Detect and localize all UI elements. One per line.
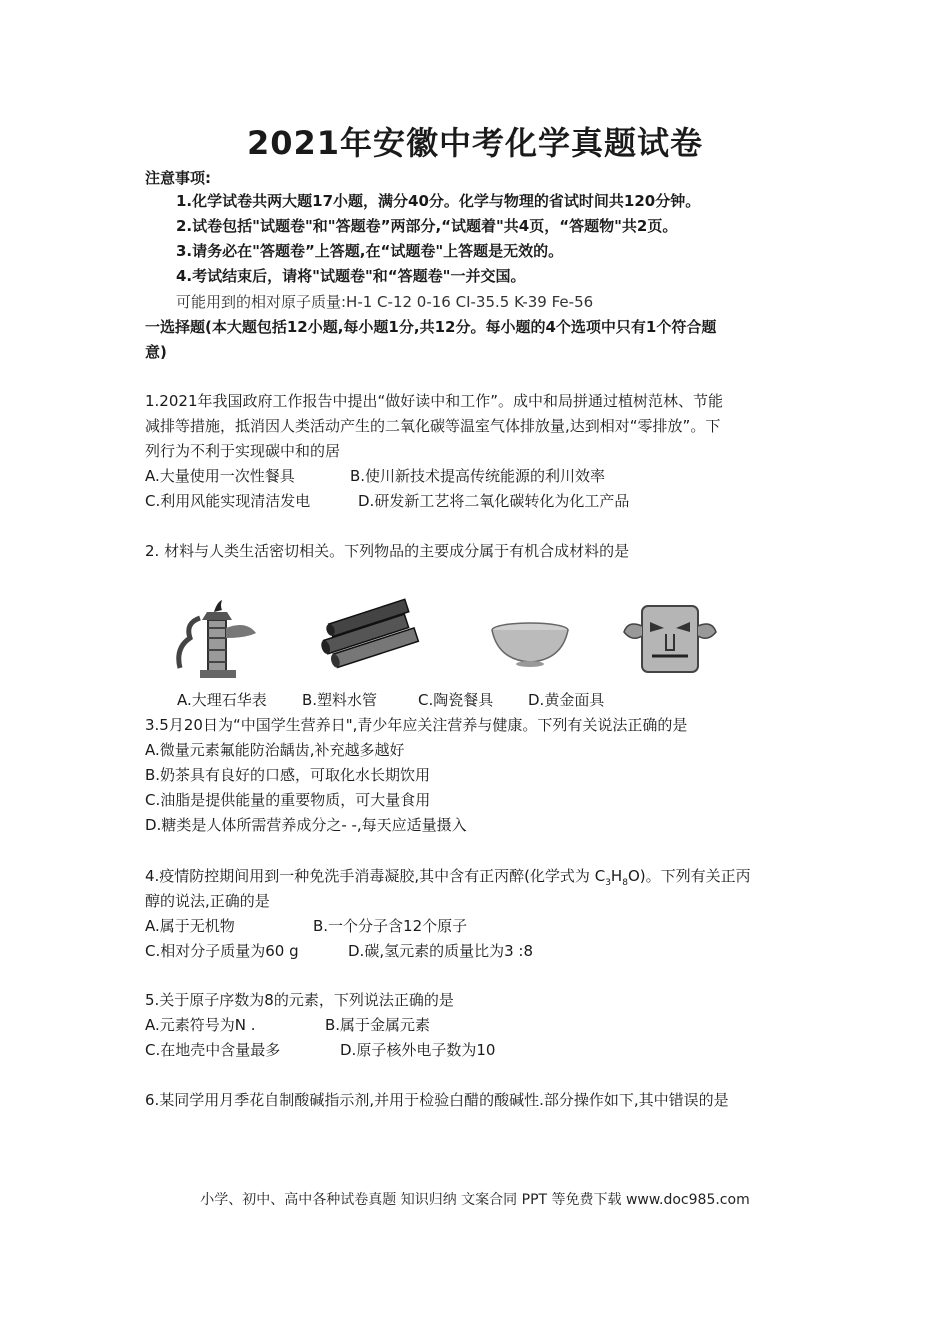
page-title: 2021年安徽中考化学真题试卷 — [246, 124, 704, 162]
q3-option-b: B.奶茶具有良好的口感，可取化水长期饮用 — [145, 766, 431, 784]
ceramic-bowl-image — [488, 598, 573, 678]
q4-option-c: C.相对分子质量为60 g — [145, 942, 299, 960]
q1-option-c: C.利用风能实现清洁发电 — [145, 492, 311, 510]
q3-option-d: D.糖类是人体所需营养成分之- -,每天应适量摄入 — [145, 816, 467, 834]
q2-option-b: B.塑料水管 — [302, 691, 378, 709]
q5-stem: 5.关于原子序数为8的元素，下列说法正确的是 — [145, 991, 454, 1009]
q1-stem-line2: 减排等措施，抵消因人类活动产生的二氧化碳等温室气体排放量,达到相对“零排放”。下 — [145, 417, 721, 435]
q2-option-d: D.黄金面具 — [528, 691, 605, 709]
q4-option-d: D.碳,氢元素的质量比为3 :8 — [348, 942, 533, 960]
q4-stem-line1: 4.疫情防控期间用到一种免洗手消毒凝胶,其中含有正丙醉(化学式为 $C_3H_8O$)。下列有关正丙 — [145, 867, 751, 888]
marble-huabiao-image — [170, 598, 270, 678]
q5-option-b: B.属于金属元素 — [325, 1016, 431, 1034]
q4-stem-line2: 醇的说法,正确的是 — [145, 892, 270, 910]
notice-item-1: 1.化学试卷共两大题17小题，满分40分。化学与物理的省试时间共120分钟。 — [176, 192, 701, 210]
q4-option-b: B.一个分子含12个原子 — [313, 917, 468, 935]
section-heading-line2: 意) — [145, 343, 167, 361]
q6-stem: 6.某同学用月季花自制酸碱指示剂,并用于检验白醋的酸碱性.部分操作如下,其中错误的是 — [145, 1091, 729, 1109]
q1-stem-line1: 1.2021年我国政府工作报告中提出“做好读中和工作”。成中和局拼通过植树范林、节能 — [145, 392, 724, 410]
q3-option-a: A.微量元素氟能防治龋齿,补充越多越好 — [145, 741, 405, 759]
plastic-pipes-image — [320, 598, 420, 678]
gold-mask-image — [620, 598, 720, 678]
notice-item-2: 2.试卷包括"试题卷"和"答题卷”两部分,“试题着"共4页，“答题物"共2页。 — [176, 217, 678, 235]
notice-heading: 注意事项: — [145, 169, 211, 187]
section-heading-line1: 一选择题(本大题包括12小题,每小题1分,共12分。每小题的4个选项中只有1个符合题 — [145, 318, 717, 336]
q4-option-a: A.属于无机物 — [145, 917, 235, 935]
q2-option-c: C.陶瓷餐具 — [418, 691, 494, 709]
notice-item-3: 3.请务必在"答题卷”上答题,在“试题卷"上答题是无效的。 — [176, 242, 564, 260]
atomic-mass-note: 可能用到的相对原子质量:H-1 C-12 0-16 CI-35.5 K-39 Fe-56 — [176, 293, 594, 311]
q1-stem-line3: 列行为不利于实现碳中和的居 — [145, 442, 341, 460]
page-footer: 小学、初中、高中各种试卷真题 知识归纳 文案合同 PPT 等免费下载 www.doc985.com — [200, 1192, 750, 1208]
q3-option-c: C.油脂是提供能量的重要物质，可大量食用 — [145, 791, 431, 809]
q2-stem: 2. 材料与人类生活密切相关。下列物品的主要成分属于有机合成材料的是 — [145, 542, 630, 560]
q5-option-a: A.元素符号为N . — [145, 1016, 256, 1034]
q3-stem: 3.5月20日为“中国学生营养日",青少年应关注营养与健康。下列有关说法正确的是 — [145, 716, 688, 734]
q5-option-d: D.原子核外电子数为10 — [340, 1041, 496, 1059]
q1-option-d: D.研发新工艺将二氧化碳转化为化工产品 — [358, 492, 630, 510]
q1-option-b: B.使川新技术提高传统能源的利川效率 — [350, 467, 606, 485]
q1-option-a: A.大量使用一次性餐具 — [145, 467, 295, 485]
q5-option-c: C.在地壳中含量最多 — [145, 1041, 281, 1059]
notice-item-4: 4.考试结束后，请将"试题卷"和“答题卷"一并交国。 — [176, 267, 526, 285]
q2-option-a: A.大理石华表 — [177, 691, 267, 709]
